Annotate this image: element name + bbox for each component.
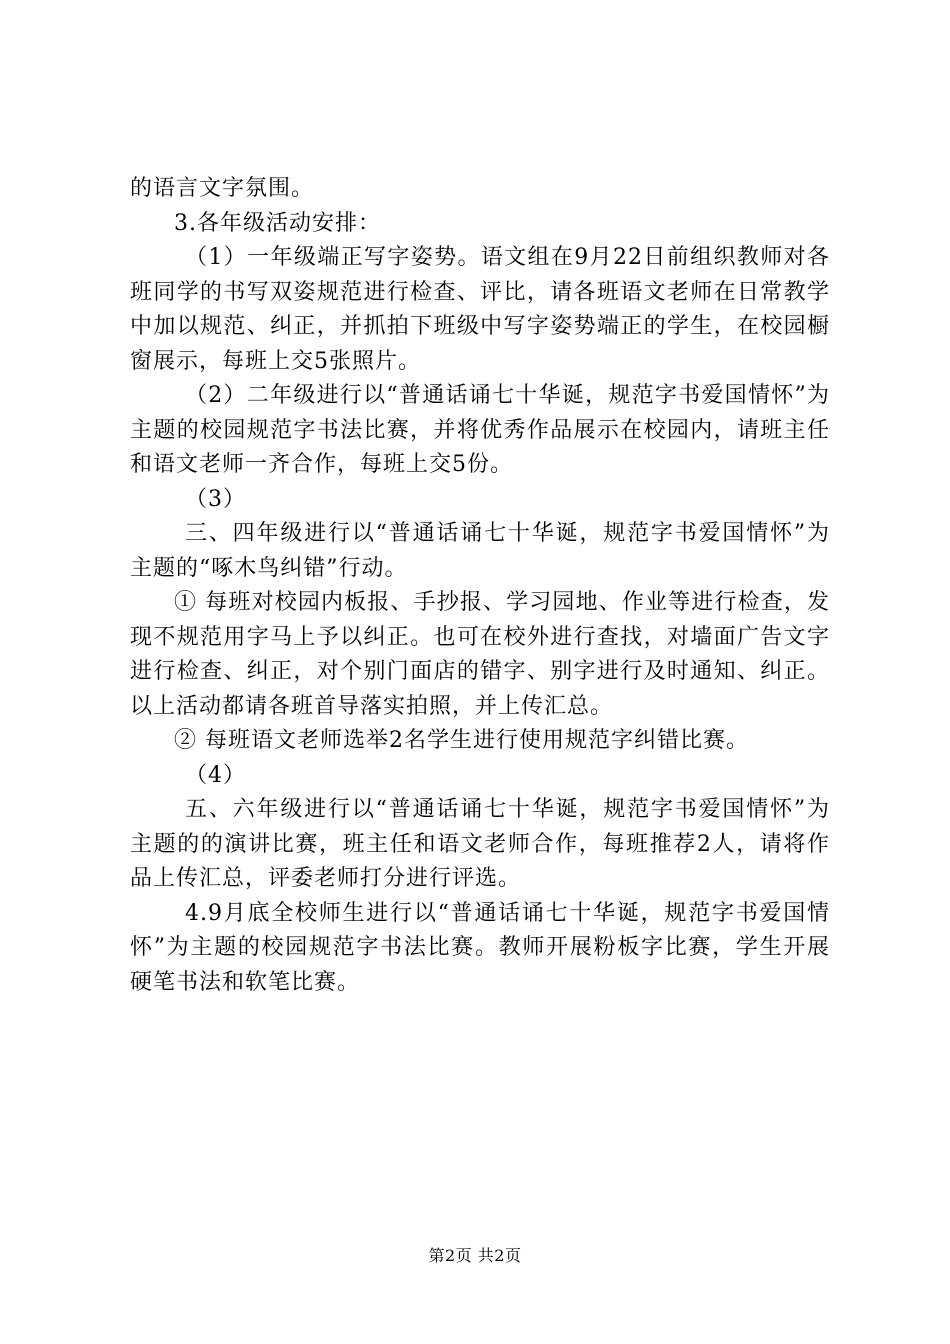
document-body bbox=[130, 172, 830, 1000]
paragraph-grade-5-6: 五、六年级进行以“普通话诵七十华诞，规范字书爱国情怀”为主题的的演讲比赛，班主任和语文老师合作，每班推荐2人，请将作品上传汇总，评委老师打分进行评选。 bbox=[130, 797, 830, 891]
paragraph-continuation: 的语言文字氛围。 bbox=[130, 176, 315, 201]
paragraph-grade-2: （2）二年级进行以“普通话诵七十华诞，规范字书爱国情怀”为主题的校园规范字书法比赛，并将优秀作品展示在校园内，请班主任和语文老师一齐合作，每班上交5份。 bbox=[130, 383, 830, 477]
paragraph-item-4-label: （4） bbox=[185, 762, 246, 788]
paragraph-grade-3-4: 三、四年级进行以“普通话诵七十华诞，规范字书爱国情怀”为主题的“啄木鸟纠错”行动。 bbox=[130, 521, 830, 581]
page-footer: 第2页 共2页 bbox=[428, 1246, 522, 1265]
paragraph-section-3-heading: 3.各年级活动安排： bbox=[174, 210, 381, 236]
paragraph-subitem-2: ② 每班语文老师选举2名学生进行使用规范字纠错比赛。 bbox=[174, 728, 749, 753]
paragraph-grade-1: （1）一年级端正写字姿势。语文组在9月22日前组织教师对各班同学的书写双姿规范进行检查、评比，请各班语文老师在日常教学中加以规范、纠正，并抓拍下班级中写字姿势端正的学生，在校园橱窗展示，每班上交5张照片。 bbox=[130, 245, 830, 374]
paragraph-item-3-label: （3） bbox=[185, 486, 246, 512]
paragraph-subitem-1: ① 每班对校园内板报、手抄报、学习园地、作业等进行检查，发现不规范用字马上予以纠正。也可在校外进行查找，对墙面广告文字进行检查、纠正，对个别门面店的错字、别字进行及时通知、纠正。以上活动都请各班首导落实拍照，并上传汇总。 bbox=[130, 590, 830, 719]
paragraph-section-4: 4.9月底全校师生进行以“普通话诵七十华诞，规范字书爱国情怀”为主题的校园规范字书法比赛。教师开展粉板字比赛，学生开展硬笔书法和软笔比赛。 bbox=[130, 900, 830, 995]
